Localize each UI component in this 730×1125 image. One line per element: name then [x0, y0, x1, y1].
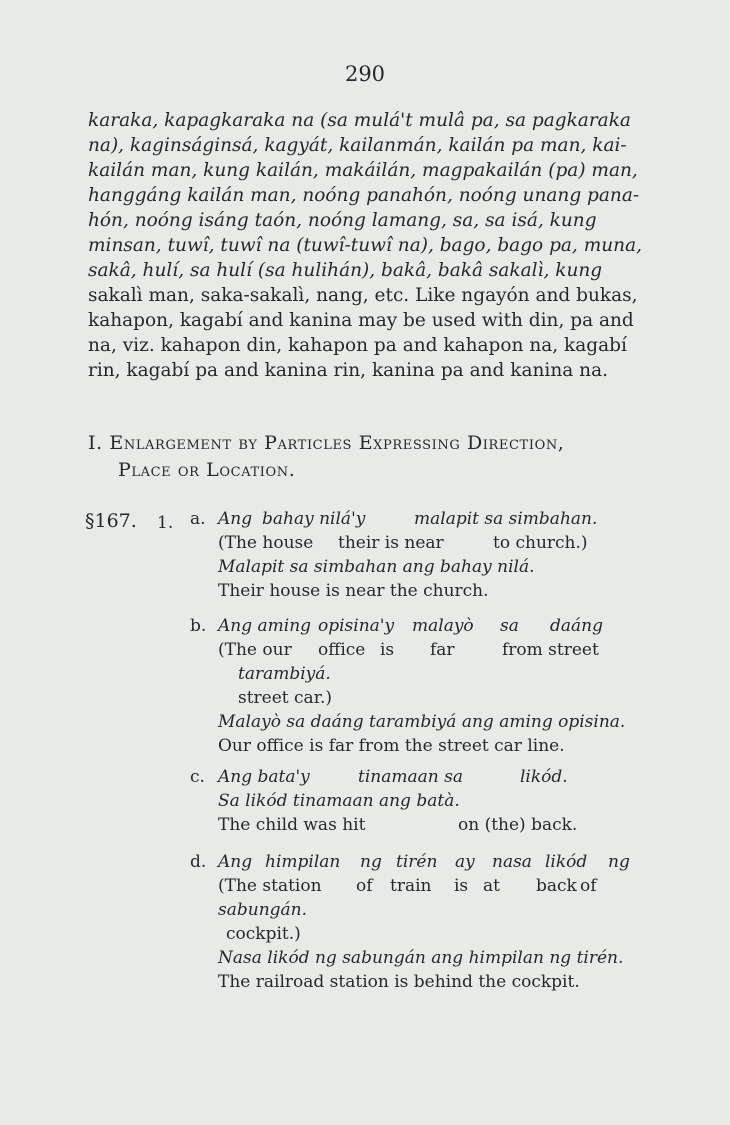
paragraph-line: sakâ, hulí, sa hulí (sa hulihán), bakâ, bakâ sakalì, kung	[88, 260, 603, 281]
paragraph-line: rin, kagabí pa and kanina rin, kanina pa and kanina na.	[88, 360, 608, 381]
example-d: d. Ang himpilan ng tirén ay nasa likód ng (The station of train is at back of sabungán. cockpit.) Nasa likód ng sabungán ang himpilan ng tirén. The railroad station is behind the cockpit.	[190, 852, 630, 992]
paragraph-line: hanggáng kailán man, noóng panahón, noóng unang pana-	[88, 185, 640, 206]
example-a: a. Ang bahay nilá'y malapit sa simbahan. (The house their is near to church.) Malapit sa simbahan ang bahay nilá. Their house is near the church.	[190, 509, 598, 601]
paragraph-line: kahapon, kagabí and kanina may be used with din, pa and	[88, 310, 634, 331]
example-label: b.	[190, 616, 207, 636]
paragraph-line: minsan, tuwî, tuwî na (tuwî-tuwî na), bago, bago pa, muna,	[88, 235, 642, 256]
example-number: 1.	[157, 513, 174, 533]
heading-line-2: Place or Location.	[118, 459, 296, 481]
section-heading	[88, 430, 564, 484]
section-number: §167.	[85, 510, 137, 532]
example-c: c. Ang bata'y tinamaan sa likód. Sa likód tinamaan ang batà. The child was hit on (the) back.	[190, 767, 578, 835]
example-b: b. Ang aming opisina'y malayò sa daáng (The our office is far from street tarambiyá. street car.) Malayò sa daáng tarambiyá ang aming opisina. Our office is far from the street car line.	[190, 616, 626, 756]
example-label: a.	[190, 509, 206, 529]
paragraph-line: na, viz. kahapon din, kahapon pa and kahapon na, kagabí	[88, 335, 627, 356]
paragraph-line: kailán man, kung kailán, makáilán, magpakailán (pa) man,	[88, 160, 638, 181]
paragraph-line: na), kaginságinsá, kagyát, kailanmán, kailán pa man, kai-	[88, 135, 627, 156]
heading-line-1: I. Enlargement by Particles Expressing Direction,	[88, 432, 565, 454]
paragraph-line: sakalì man, saka-sakalì, nang, etc. Like ngayón and bukas,	[88, 285, 638, 306]
example-label: c.	[190, 767, 205, 787]
example-label: d.	[190, 852, 207, 872]
paragraph-line: hón, noóng isáng taón, noóng lamang, sa, sa isá, kung	[88, 210, 597, 231]
paragraph-line: karaka, kapagkaraka na (sa mulá't mulâ pa, sa pagkaraka	[88, 110, 631, 131]
body-paragraph	[88, 108, 708, 383]
page-number: 290	[344, 62, 386, 86]
